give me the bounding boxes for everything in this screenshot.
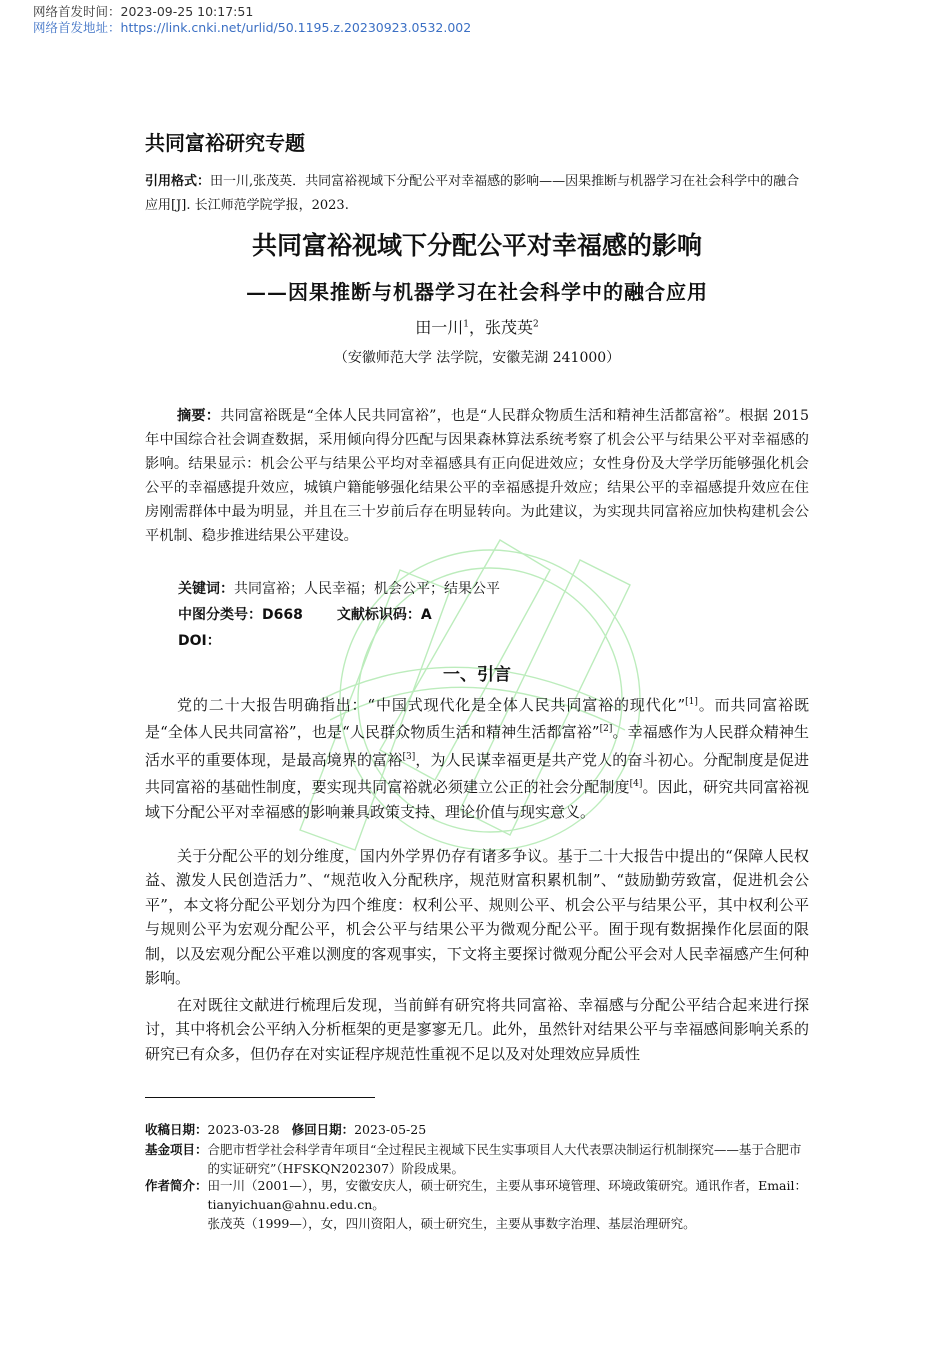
author-bio-1: 田一川（2001—），男，安徽安庆人，硕士研究生，主要从事环境管理、环境政策研究。通讯作者，Email：tianyichuan@ahnu.edu.cn。 <box>207 1178 808 1212</box>
author-bio-label: 作者简介： <box>145 1178 208 1193</box>
author-affiliation-mark: 1 <box>463 319 469 330</box>
publication-time-value: 2023-09-25 10:17:51 <box>120 4 254 19</box>
affiliation: （安徽师范大学 法学院，安徽芜湖 241000） <box>333 350 621 366</box>
column-title: 共同富裕研究专题 <box>145 131 305 155</box>
author-affiliation-mark: 2 <box>533 319 539 330</box>
footnote-funding <box>145 1140 809 1178</box>
author-separator: ， <box>468 318 485 337</box>
paragraph-text: 。幸福感作为人民群众精神生活水平的重要体现，是最高境界的富裕 <box>145 723 809 769</box>
publication-time <box>33 4 253 20</box>
classification <box>178 604 432 624</box>
revised-date-label: 修回日期： <box>291 1122 355 1137</box>
doc-code-label: 文献标识码： <box>336 607 421 623</box>
publication-url-link[interactable]: https://link.cnki.net/urlid/50.1195.z.20230923.0532.002 <box>120 20 472 35</box>
footnote-author-bio <box>145 1176 809 1233</box>
paragraph-text: 党的二十大报告明确指出：“中国式现代化是全体人民共同富裕的现代化” <box>177 696 686 714</box>
authors <box>145 315 809 338</box>
doc-code-value: A <box>420 607 432 623</box>
reference-mark[interactable]: [2] <box>599 724 613 735</box>
author-bio-2: 张茂英（1999—），女，四川资阳人，硕士研究生，主要从事数字治理、基层治理研究。 <box>207 1216 696 1231</box>
publication-time-label: 网络首发时间： <box>33 4 121 19</box>
clc-label: 中图分类号： <box>178 607 262 623</box>
paper-title: 共同富裕视域下分配公平对幸福感的影响 <box>251 231 702 260</box>
abstract <box>145 404 809 548</box>
paragraph-text: 。而共同富裕既是“全体人民共同富裕”，也是“人民群众物质生活和精神生活都富裕” <box>145 696 809 742</box>
clc-value: D668 <box>262 607 303 623</box>
citation <box>145 170 809 218</box>
publication-url <box>33 20 471 36</box>
funding-label: 基金项目： <box>145 1142 208 1157</box>
doi <box>178 630 221 650</box>
received-date-value: 2023-03-28 <box>207 1122 280 1137</box>
author-name: 田一川 <box>415 318 464 337</box>
reference-mark[interactable]: [4] <box>629 779 643 790</box>
paper-subtitle: ——因果推断与机器学习在社会科学中的融合应用 <box>246 280 708 304</box>
body-paragraph <box>145 690 809 824</box>
section-heading: 一、引言 <box>443 665 511 685</box>
doi-label: DOI： <box>178 633 221 649</box>
footnote-dates <box>145 1120 809 1139</box>
author-name: 张茂英 <box>485 318 534 337</box>
body-paragraph: 在对既往文献进行梳理后发现，当前鲜有研究将共同富裕、幸福感与分配公平结合起来进行探讨，其中将机会公平纳入分析框架的更是寥寥无几。此外，虽然针对结果公平与幸福感间影响关系的研究已有众多，但仍存在对实证程序规范性重视不足以及对处理效应异质性 <box>145 996 809 1063</box>
keywords <box>178 578 500 598</box>
abstract-label: 摘要： <box>177 408 221 424</box>
received-date-label: 收稿日期： <box>145 1122 208 1137</box>
keywords-text: 共同富裕；人民幸福；机会公平；结果公平 <box>234 581 500 597</box>
reference-mark[interactable]: [3] <box>402 751 416 762</box>
paragraph-text: 。因此，研究共同富裕视域下分配公平对幸福感的影响兼具政策支持、理论价值与现实意义。 <box>145 778 809 821</box>
reference-mark[interactable]: [1] <box>685 697 698 707</box>
funding-text: 合肥市哲学社会科学青年项目“全过程民主视域下民生实事项目人大代表票决制运行机制探究——基于合肥市的实证研究”（HFSKQN202307）阶段成果。 <box>207 1142 802 1176</box>
citation-label: 引用格式： <box>145 174 211 189</box>
paragraph-text: ，为人民谋幸福更是共产党人的奋斗初心。分配制度是促进共同富裕的基础性制度，要实现共同富裕就必须建立公正的社会分配制度 <box>145 750 809 797</box>
footnote-divider <box>145 1097 375 1098</box>
citation-text: 田一川,张茂英．共同富裕视域下分配公平对幸福感的影响——因果推断与机器学习在社会科学中的融合应用[J]. 长江师范学院学报，2023. <box>145 174 800 213</box>
abstract-text: 共同富裕既是“全体人民共同富裕”，也是“人民群众物质生活和精神生活都富裕”。根据 2015 年中国综合社会调查数据，采用倾向得分匹配与因果森林算法系统考察了机会公平与结果公平对幸福感的影响。结果显示：机会公平与结果公平均对幸福感具有正向促进效应；女性身份及大学学历能够强化机会公平的幸福感提升效应，城镇户籍能够强化结果公平的幸福感提升效应；结果公平的幸福感提升效应在住房刚需群体中最为明显，并且在三十岁前后存在明显转向。为此建议，为实现共同富裕应加快构建机会公平机制、稳步推进结果公平建设。 <box>145 408 809 544</box>
publication-url-label: 网络首发地址： <box>33 20 121 35</box>
body-paragraph: 关于分配公平的划分维度，国内外学界仍存有诸多争议。基于二十大报告中提出的“保障人民权益、激发人民创造活力”、“规范收入分配秩序，规范财富积累机制”、“鼓励勤劳致富，促进机会公平”，本文将分配公平划分为四个维度：权利公平、规则公平、机会公平与结果公平，其中权利公平与规则公平为宏观分配公平，机会公平与结果公平为微观分配公平。囿于现有数据操作化层面的限制，以及宏观分配公平难以测度的客观事实，下文将主要探讨微观分配公平会对人民幸福感产生何种影响。 <box>145 847 809 988</box>
keywords-label: 关键词： <box>178 581 234 597</box>
revised-date-value: 2023-05-25 <box>354 1122 427 1137</box>
